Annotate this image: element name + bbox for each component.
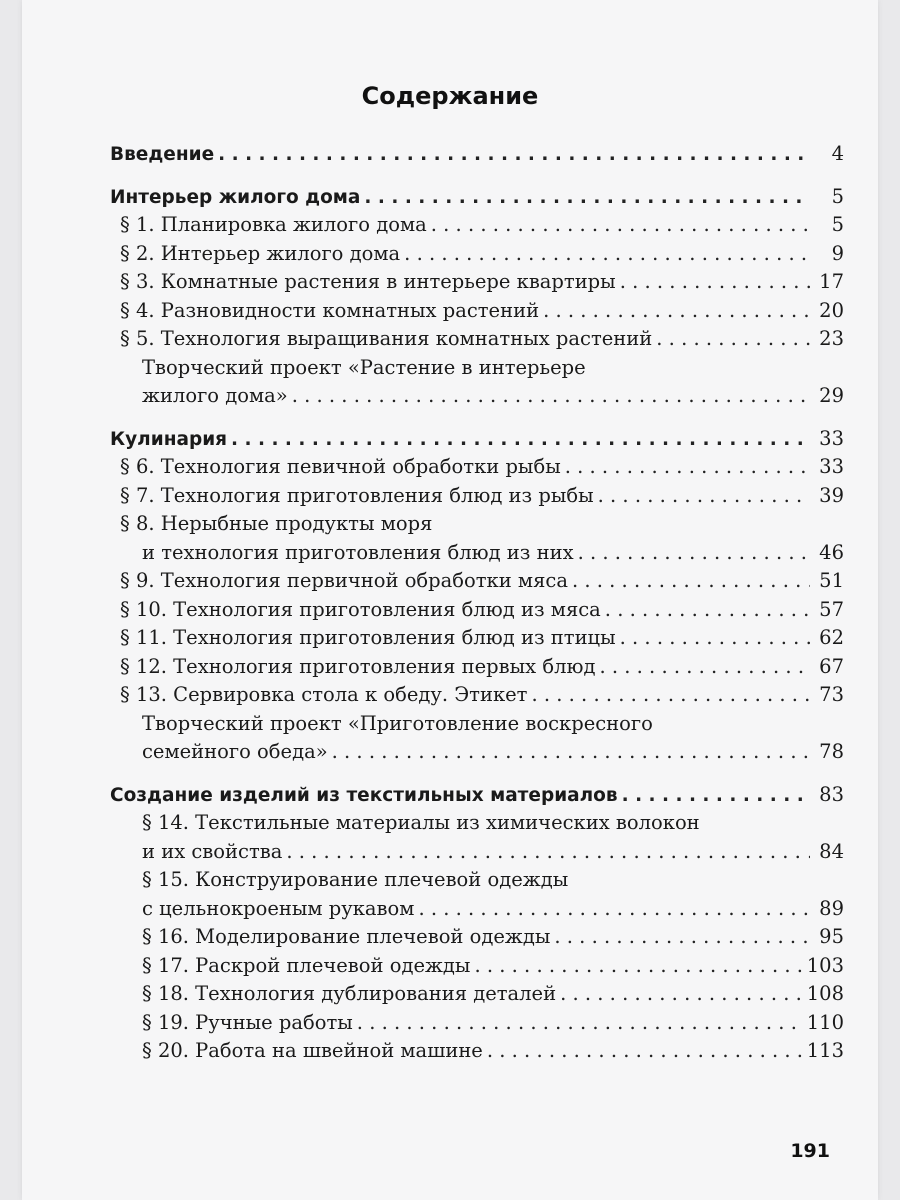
dot-leader <box>599 653 810 682</box>
entry-page-number: 113 <box>806 1039 844 1062</box>
toc-entry <box>110 710 844 739</box>
toc-entry <box>110 738 844 767</box>
toc-section-entry <box>110 781 844 810</box>
toc-entry <box>110 240 844 269</box>
entry-title: § 3. Комнатные растения в интерьере квартиры <box>120 270 616 293</box>
entry-title: § 18. Технология дублирования деталей <box>142 982 557 1005</box>
toc-entry <box>110 297 844 326</box>
entry-page-number: 78 <box>819 740 844 763</box>
dot-leader <box>620 268 810 297</box>
entry-page-number: 83 <box>819 782 844 806</box>
dot-leader <box>543 297 810 326</box>
toc-entry <box>110 567 844 596</box>
entry-page-number: 89 <box>819 896 844 920</box>
entry-title: семейного обеда» <box>142 740 328 763</box>
entry-title: § 5. Технология выращивания комнатных растений <box>120 327 653 350</box>
dot-leader <box>487 1037 803 1066</box>
entry-page-number: 9 <box>831 241 844 265</box>
entry-page-number: 5 <box>831 213 844 236</box>
dot-leader <box>404 240 810 269</box>
toc-entry <box>110 268 844 297</box>
dot-leader <box>605 596 810 625</box>
entry-page-number: 73 <box>819 683 844 706</box>
entry-title: § 9. Технология первичной обработки мяса <box>120 569 568 592</box>
entry-title: и технология приготовления блюд из них <box>142 540 574 564</box>
entry-page-number: 62 <box>819 626 844 649</box>
dot-leader <box>218 141 810 170</box>
dot-leader <box>364 184 810 213</box>
dot-leader <box>620 624 810 653</box>
entry-title: § 11. Технология приготовления блюд из птицы <box>120 626 616 649</box>
entry-title: § 19. Ручные работы <box>142 1010 353 1034</box>
page-number: 191 <box>790 1140 830 1162</box>
entry-title: § 1. Планировка жилого дома <box>120 213 427 236</box>
entry-title: § 16. Моделирование плечевой одежды <box>142 925 551 948</box>
entry-page-number: 5 <box>831 184 844 208</box>
toc-entry <box>110 539 844 568</box>
section-gap <box>110 169 844 183</box>
entry-title: Создание изделий из текстильных материалов <box>110 784 618 806</box>
entry-page-number: 17 <box>819 270 844 293</box>
entry-page-number: 29 <box>819 384 844 407</box>
entry-page-number: 51 <box>819 569 844 592</box>
entry-title: § 2. Интерьер жилого дома <box>120 241 401 265</box>
dot-leader <box>357 1009 803 1038</box>
entry-title: с цельнокроеным рукавом <box>142 896 415 920</box>
entry-title: Кулинария <box>110 428 228 450</box>
toc-entry <box>110 596 844 625</box>
dot-leader <box>418 895 810 924</box>
entry-page-number: 33 <box>819 455 844 478</box>
dot-leader <box>292 382 810 411</box>
entry-page-number: 108 <box>806 982 844 1005</box>
dot-leader <box>332 738 810 767</box>
entry-title: Творческий проект «Растение в интерьере <box>142 355 586 379</box>
entry-page-number: 103 <box>806 953 844 977</box>
entry-title: § 14. Текстильные материалы из химических волокон <box>142 811 700 834</box>
entry-page-number: 23 <box>819 327 844 350</box>
toc-entry <box>110 382 844 411</box>
toc-section-entry <box>110 140 844 169</box>
entry-page-number: 84 <box>819 839 844 863</box>
toc-section-entry <box>110 425 844 454</box>
toc-entry <box>110 453 844 482</box>
entry-title: Введение <box>110 144 215 165</box>
toc-entry <box>110 624 844 653</box>
entry-title: § 15. Конструирование плечевой одежды <box>142 868 569 891</box>
section-gap <box>110 767 844 781</box>
entry-page-number: 39 <box>819 483 844 507</box>
dot-leader <box>560 980 803 1009</box>
entry-page-number: 95 <box>819 925 844 948</box>
entry-page-number: 33 <box>819 426 844 450</box>
table-of-contents <box>110 140 844 1066</box>
entry-title: Интерьер жилого дома <box>110 186 361 208</box>
toc-entry <box>110 895 844 924</box>
entry-title: жилого дома» <box>142 384 288 407</box>
page-title: Содержание <box>361 82 539 110</box>
dot-leader <box>656 325 810 354</box>
toc-entry <box>110 1009 844 1038</box>
toc-entry <box>110 325 844 354</box>
entry-page-number: 20 <box>819 298 844 322</box>
entry-title: § 20. Работа на швейной машине <box>142 1039 483 1062</box>
section-gap <box>110 411 844 425</box>
toc-entry <box>110 510 844 539</box>
book-page <box>22 0 878 1200</box>
entry-title: § 7. Технология приготовления блюд из рыбы <box>120 483 594 507</box>
toc-entry <box>110 354 844 383</box>
entry-page-number: 46 <box>819 540 844 564</box>
dot-leader <box>554 923 810 952</box>
toc-entry <box>110 681 844 710</box>
entry-page-number: 4 <box>831 142 844 165</box>
toc-entry <box>110 809 844 838</box>
dot-leader <box>231 426 810 455</box>
toc-entry <box>110 866 844 895</box>
entry-page-number: 67 <box>819 654 844 678</box>
dot-leader <box>431 211 810 240</box>
dot-leader <box>572 567 810 596</box>
entry-title: § 10. Технология приготовления блюд из мяса <box>120 597 601 621</box>
toc-entry <box>110 211 844 240</box>
dot-leader <box>622 782 810 811</box>
dot-leader <box>531 681 810 710</box>
entry-page-number: 57 <box>819 597 844 621</box>
entry-title: § 13. Сервировка стола к обеду. Этикет <box>120 683 528 706</box>
entry-page-number: 110 <box>806 1010 844 1034</box>
entry-title: и их свойства <box>142 839 283 863</box>
toc-section-entry <box>110 183 844 212</box>
toc-entry <box>110 980 844 1009</box>
toc-entry <box>110 838 844 867</box>
toc-entry <box>110 952 844 981</box>
entry-title: § 17. Раскрой плечевой одежды <box>142 953 471 977</box>
toc-entry <box>110 923 844 952</box>
toc-entry <box>110 482 844 511</box>
entry-title: § 8. Нерыбные продукты моря <box>120 512 433 535</box>
entry-title: § 4. Разновидности комнатных растений <box>120 298 540 322</box>
dot-leader <box>474 952 802 981</box>
dot-leader <box>286 838 810 867</box>
toc-entry <box>110 1037 844 1066</box>
dot-leader <box>565 453 810 482</box>
entry-title: § 12. Технология приготовления первых блюд <box>120 654 596 678</box>
entry-title: § 6. Технология певичной обработки рыбы <box>120 455 561 478</box>
entry-title: Творческий проект «Приготовление воскресного <box>142 711 653 735</box>
toc-entry <box>110 653 844 682</box>
dot-leader <box>598 482 810 511</box>
dot-leader <box>578 539 810 568</box>
